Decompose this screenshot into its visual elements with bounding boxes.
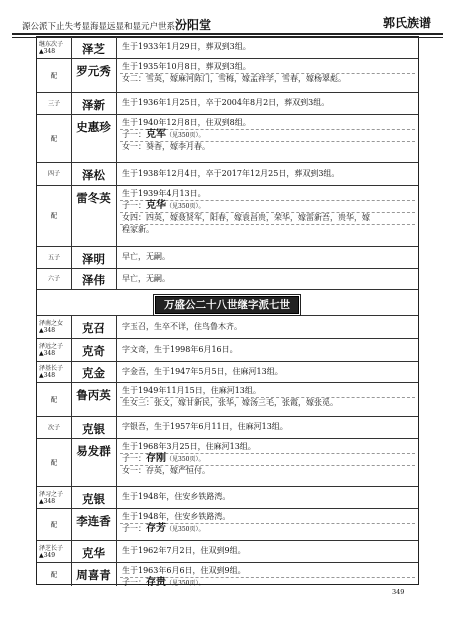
person-row — [37, 509, 418, 541]
person-name: 克银 — [82, 421, 105, 436]
details-cell — [117, 487, 418, 508]
name-cell — [71, 316, 117, 338]
detail-line — [122, 274, 414, 284]
relation-cell — [37, 247, 72, 268]
person-name: 罗元秀 — [76, 64, 111, 78]
relation-label — [39, 343, 69, 357]
detail-line — [122, 252, 414, 262]
child-name: 存贵 — [146, 577, 166, 588]
detail-text: 生于1936年1月25日，卒于2004年8月2日，葬双到3组。 — [122, 98, 330, 107]
relation-label — [39, 365, 69, 379]
person-row — [37, 269, 418, 290]
person-row — [37, 487, 418, 509]
name-cell — [71, 417, 117, 438]
relation-label — [39, 135, 69, 142]
relation-cell — [37, 186, 72, 246]
name-cell — [71, 509, 117, 540]
relation-cell — [37, 163, 72, 185]
detail-text: 生于1948年，住安乡铁路湾。 — [122, 492, 231, 501]
detail-text: 子一： — [122, 130, 146, 139]
name-cell — [71, 186, 117, 246]
detail-text: 生于1963年6月6日，住双到9组。 — [122, 566, 246, 575]
relation-label — [39, 491, 69, 505]
person-name: 克银 — [82, 491, 105, 506]
relation-cell — [37, 115, 72, 162]
relation-cell — [37, 316, 72, 338]
relation-text: 泽习之子 — [39, 490, 64, 498]
person-name: 克华 — [82, 545, 105, 560]
person-name: 泽新 — [82, 97, 105, 112]
detail-text: 女四：四英，嫁聂贤军，阳春，嫁袁昌贵，荣华，嫁雷新吾，贵华，嫁 — [122, 213, 370, 222]
detail-line — [122, 454, 414, 465]
person-row — [37, 59, 418, 93]
relation-cell — [37, 37, 72, 58]
name-cell — [71, 339, 117, 361]
header-title — [22, 16, 211, 33]
header-rule-thick — [12, 33, 443, 35]
detail-line — [122, 130, 414, 141]
relation-cell — [37, 339, 72, 361]
relation-text: 配 — [50, 71, 58, 79]
name-cell — [71, 269, 117, 289]
details-cell — [117, 541, 418, 562]
child-name: 存芳 — [146, 523, 166, 534]
detail-line — [122, 512, 414, 522]
person-row — [37, 383, 418, 417]
header-book-title: 郭氏族谱 — [382, 16, 431, 30]
name-cell — [71, 115, 117, 162]
generation-banner: 万盛公二十八世继字派七世 — [155, 296, 299, 314]
details-cell — [117, 186, 418, 246]
detail-text: 子一： — [122, 201, 146, 210]
page-reference: ▲348 — [39, 47, 56, 55]
detail-text: 子一： — [122, 578, 146, 587]
detail-line — [122, 213, 414, 223]
detail-line — [122, 225, 414, 235]
relation-text: 六子 — [47, 275, 60, 283]
relation-label — [39, 41, 69, 55]
person-row — [37, 37, 418, 59]
detail-text: 生于1948年，住安乡铁路湾。 — [122, 512, 231, 521]
relation-cell — [37, 269, 72, 289]
relation-text: 三子 — [47, 100, 60, 107]
relation-label — [39, 72, 69, 79]
detail-text: 早亡，无嗣。 — [122, 252, 170, 261]
page-reference: ▲348 — [39, 372, 56, 379]
person-name: 克奇 — [82, 344, 105, 358]
person-row — [37, 417, 418, 439]
relation-text: 泽芝长子 — [39, 544, 64, 552]
detail-line — [122, 322, 414, 332]
detail-line — [122, 442, 414, 452]
relation-cell — [37, 509, 72, 540]
relation-text: 次子 — [47, 424, 60, 431]
name-cell — [71, 439, 117, 486]
name-cell — [71, 163, 117, 185]
detail-text: 子一： — [122, 454, 146, 463]
person-name: 泽芝 — [82, 41, 105, 56]
relation-label — [39, 320, 69, 334]
detail-text: 生于1968年3月25日，住麻河13组。 — [122, 442, 256, 451]
page-note: （见350页）。 — [166, 203, 205, 210]
person-name: 克金 — [82, 366, 105, 380]
detail-line — [122, 422, 414, 432]
detail-line — [122, 345, 414, 355]
person-row — [37, 186, 418, 247]
relation-text: 配 — [50, 211, 58, 220]
page-number: 349 — [392, 588, 405, 596]
detail-line — [122, 466, 414, 476]
relation-cell — [37, 93, 72, 114]
detail-text: 字玉召，生卒不详，住鸟鲁木齐。 — [122, 321, 242, 331]
details-cell — [117, 509, 418, 540]
detail-line — [122, 98, 414, 108]
relation-text: 泽远之子 — [39, 343, 64, 350]
header-hall-name: 汾阳堂 — [175, 18, 212, 32]
relation-text: 四子 — [47, 170, 60, 178]
relation-text: 配 — [50, 395, 58, 403]
page-reference: ▲349 — [39, 551, 56, 559]
relation-label — [39, 396, 69, 403]
detail-line — [122, 386, 414, 396]
relation-label — [39, 276, 69, 283]
person-row — [37, 115, 418, 163]
detail-text: 生于1935年10月8日，葬双到3组。 — [122, 62, 251, 71]
details-cell — [117, 247, 418, 268]
person-name: 泽伟 — [82, 273, 105, 287]
relation-text: 配 — [50, 520, 58, 528]
detail-text: 早亡，无嗣。 — [122, 273, 170, 283]
detail-line — [122, 189, 414, 199]
page-note: （见350页）。 — [166, 456, 205, 463]
person-name: 李连香 — [76, 514, 111, 528]
relation-text: 配 — [50, 458, 58, 466]
details-cell — [117, 93, 418, 114]
genealogy-table — [36, 36, 419, 588]
relation-cell — [37, 417, 72, 438]
person-name: 雷冬英 — [76, 191, 111, 205]
detail-text: 字金吾，生于1947年5月5日，住麻河13组。 — [122, 366, 283, 376]
detail-text: 生于1962年7月2日，住双到9组。 — [122, 546, 246, 555]
person-name: 鲁丙英 — [76, 388, 111, 402]
detail-line — [122, 524, 414, 535]
detail-line — [122, 118, 414, 128]
details-cell — [117, 163, 418, 185]
relation-label — [39, 213, 69, 220]
relation-label — [39, 171, 69, 178]
details-cell — [117, 269, 418, 289]
detail-line — [122, 367, 414, 377]
relation-text: 泽南之女 — [39, 320, 64, 327]
relation-cell — [37, 563, 72, 586]
relation-text: 配 — [50, 134, 58, 142]
detail-text: 女一：存英，嫁严恒付。 — [122, 466, 210, 475]
person-row — [37, 541, 418, 563]
child-name: 克军 — [146, 129, 166, 140]
detail-text: 字文奇，生于1998年6月16日。 — [122, 344, 238, 354]
detail-line — [122, 74, 414, 84]
detail-line — [122, 398, 414, 408]
detail-text: 女二：雪英，嫁麻河陈门，雪梅，嫁孟祥学，雪春，嫁杨翠彪。 — [122, 74, 346, 83]
person-row — [37, 563, 418, 586]
page-reference: ▲348 — [39, 350, 56, 357]
header-title-prefix: 源公派下止失考显海显远显和显元户世系 — [22, 22, 176, 32]
person-name: 克召 — [82, 321, 105, 335]
person-name: 泽明 — [82, 251, 105, 266]
child-name: 存刚 — [146, 453, 166, 464]
person-row — [37, 362, 418, 383]
relation-label — [39, 521, 69, 528]
details-cell — [117, 383, 418, 416]
detail-text: 女一：葵香，嫁李月春。 — [122, 142, 210, 151]
person-name: 史惠珍 — [76, 120, 111, 134]
page-reference: ▲348 — [39, 327, 56, 334]
relation-text: 泽基长子 — [39, 365, 64, 372]
page-note: （见350页）。 — [166, 526, 205, 533]
name-cell — [71, 247, 117, 268]
detail-line — [122, 546, 414, 556]
relation-label — [39, 424, 69, 431]
name-cell — [71, 59, 117, 92]
relation-text: 五子 — [47, 254, 60, 261]
page-reference: ▲348 — [39, 497, 56, 505]
relation-text: 配 — [50, 570, 58, 578]
name-cell — [71, 541, 117, 562]
name-cell — [71, 93, 117, 114]
details-cell — [117, 316, 418, 338]
detail-text: 生于1933年1月29日，葬双到3组。 — [122, 42, 251, 51]
detail-line — [122, 201, 414, 212]
details-cell — [117, 339, 418, 361]
relation-cell — [37, 362, 72, 382]
detail-line — [122, 169, 414, 179]
detail-text: 生于1940年12月8日，住双到8组。 — [122, 118, 251, 127]
detail-line — [122, 62, 414, 72]
detail-line — [122, 42, 414, 52]
page-note: （见350页）。 — [166, 580, 205, 587]
detail-line — [122, 578, 414, 589]
details-cell — [117, 439, 418, 486]
detail-text: 生于1949年11月15日，住麻河13组。 — [122, 386, 261, 395]
name-cell — [71, 37, 117, 58]
relation-text: 继东次子 — [39, 40, 64, 48]
relation-label — [39, 459, 69, 466]
page-header — [12, 6, 443, 34]
detail-line — [122, 142, 414, 152]
detail-text: 生于1939年4月13日。 — [122, 189, 206, 198]
detail-text: 生于1938年12月4日，卒于2017年12月25日，葬双到3组。 — [122, 168, 340, 178]
details-cell — [117, 563, 418, 586]
name-cell — [71, 362, 117, 382]
detail-line — [122, 492, 414, 502]
relation-label — [39, 545, 69, 559]
page-note: （见350页）。 — [166, 132, 205, 139]
details-cell — [117, 37, 418, 58]
relation-cell — [37, 541, 72, 562]
person-name: 易发群 — [76, 444, 111, 458]
person-row — [37, 439, 418, 487]
person-row — [37, 316, 418, 339]
child-name: 克华 — [146, 200, 166, 211]
details-cell — [117, 59, 418, 92]
person-row — [37, 247, 418, 269]
relation-cell — [37, 487, 72, 508]
relation-cell — [37, 439, 72, 486]
person-row — [37, 163, 418, 186]
details-cell — [117, 362, 418, 382]
name-cell — [71, 563, 117, 586]
relation-cell — [37, 383, 72, 416]
detail-text: 程家新。 — [122, 225, 154, 234]
details-cell — [117, 417, 418, 438]
person-name: 泽松 — [82, 168, 105, 182]
detail-text: 生女三：张文，嫁甘新民，张华，嫁汤三毛，张霞，嫁张觅。 — [122, 398, 338, 407]
detail-text: 字银吾，生于1957年6月11日，住麻河13组。 — [122, 422, 288, 431]
relation-label — [39, 100, 69, 107]
detail-text: 子一： — [122, 524, 146, 533]
relation-label — [39, 254, 69, 261]
person-name: 周喜青 — [76, 568, 111, 582]
relation-cell — [37, 59, 72, 92]
details-cell — [117, 115, 418, 162]
detail-line — [122, 566, 414, 576]
person-row — [37, 339, 418, 362]
relation-label — [39, 571, 69, 578]
name-cell — [71, 383, 117, 416]
name-cell — [71, 487, 117, 508]
section-banner-row — [37, 290, 418, 316]
person-row — [37, 93, 418, 115]
